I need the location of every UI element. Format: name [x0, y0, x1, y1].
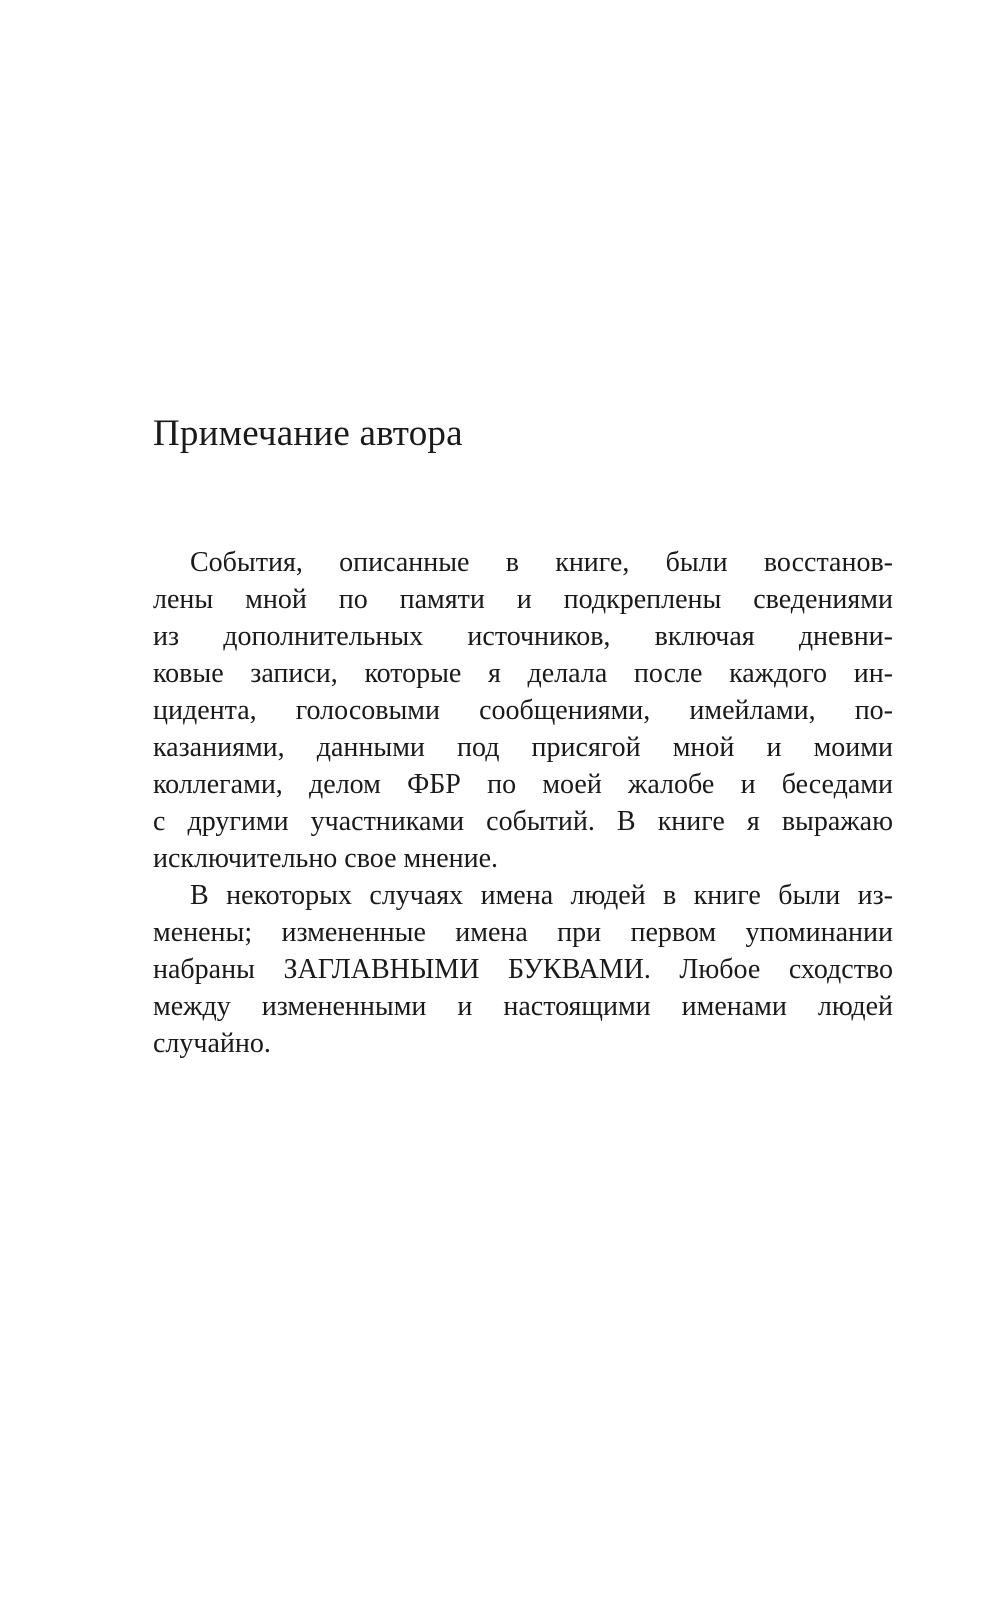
- text-line: между измененными и настоящими именами людей: [153, 991, 893, 1022]
- text-line: лены мной по памяти и подкреплены сведениями: [153, 584, 893, 615]
- text-line: коллегами, делом ФБР по моей жалобе и беседами: [153, 769, 893, 800]
- text-line: исключительно свое мнение.: [153, 843, 499, 874]
- text-line: набраны ЗАГЛАВНЫМИ БУКВАМИ. Любое сходство: [153, 954, 893, 985]
- text-line: В некоторых случаях имена людей в книге были из-: [190, 880, 893, 911]
- text-line: казаниями, данными под присягой мной и моими: [153, 732, 893, 763]
- paragraph-1: [153, 544, 893, 877]
- text-line: случайно.: [153, 1028, 271, 1059]
- text-line: События, описанные в книге, были восстанов-: [190, 547, 893, 578]
- text-line: ковые записи, которые я делала после каждого ин-: [153, 658, 893, 689]
- paragraph-2: [153, 877, 893, 1062]
- text-line: цидента, голосовыми сообщениями, имейлами, по-: [153, 695, 893, 726]
- body-text: [153, 544, 893, 1062]
- text-line: из дополнительных источников, включая дневни-: [153, 621, 893, 652]
- text-line: с другими участниками событий. В книге я выражаю: [153, 806, 893, 837]
- page-title: Примечание автора: [153, 413, 463, 454]
- text-line: менены; измененные имена при первом упоминании: [153, 917, 893, 948]
